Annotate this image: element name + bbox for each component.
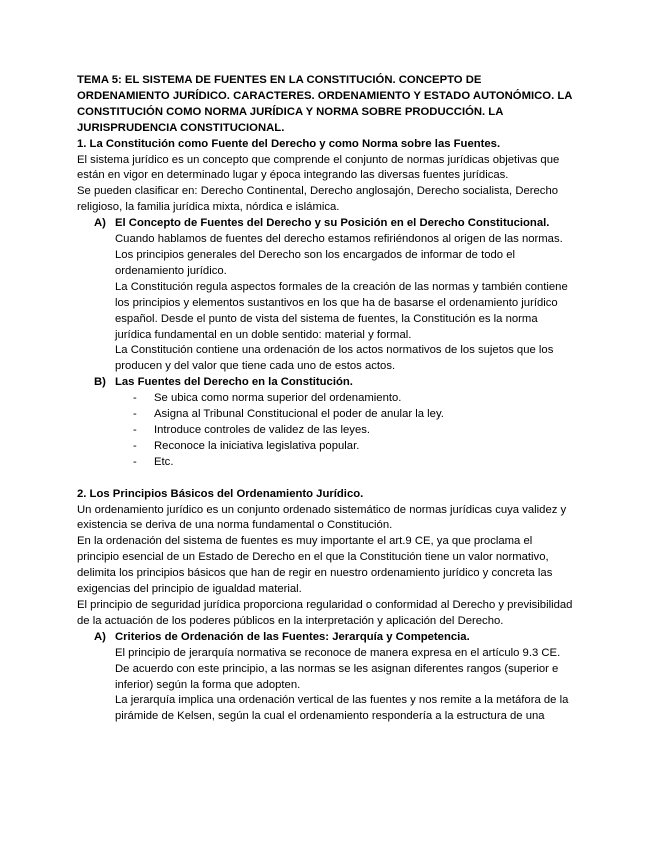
- subsection-1a-paragraph: Los principios generales del Derecho son los encargados de informar de todo el ordenamiento jurídico.: [115, 248, 516, 277]
- document-title: TEMA 5: EL SISTEMA DE FUENTES EN LA CONSTITUCIÓN. CONCEPTO DE ORDENAMIENTO JURÍDICO. CARACTERES. ORDENAMIENTO Y ESTADO AUTONÓMICO. LA CONSTITUCIÓN COMO NORMA JURÍDICA Y NORMA SOBRE PRODUCCIÓN. LA JURISPRUDENCIA CONSTITUCIONAL.: [77, 74, 573, 134]
- subsection-2a-paragraph: El principio de jerarquía normativa se reconoce de manera expresa en el artículo 9.3 CE. De acuerdo con este principio, a las normas se les asignan diferentes rangos (superior e inferior) según la forma que adopten.: [115, 646, 561, 691]
- list-item: [77, 423, 577, 439]
- list-item-text: Se ubica como norma superior del ordenamiento.: [154, 392, 402, 405]
- dash-list: [77, 391, 577, 471]
- subsection-marker: B): [94, 376, 106, 389]
- dash-marker: -: [133, 455, 137, 468]
- section-1-heading: 1. La Constitución como Fuente del Derecho y como Norma sobre las Fuentes.: [77, 137, 501, 150]
- section-2-paragraph: En la ordenación del sistema de fuentes es muy importante el art.9 CE, ya que proclama el principio esencial de un Estado de Derecho en el que la Constitución tiene un valor normativo, delimita los principios básicos que han de regir en nuestro ordenamiento jurídico y concreta las exigencias del principio de igualdad material.: [77, 535, 553, 596]
- dash-marker: -: [133, 439, 137, 452]
- list-item: [77, 439, 577, 455]
- subsection-1a-heading: [77, 216, 577, 232]
- subsection-title: El Concepto de Fuentes del Derecho y su Posición en el Derecho Constitucional.: [115, 217, 550, 230]
- list-item-text: Etc.: [154, 455, 174, 468]
- section-1-paragraph: El sistema jurídico es un concepto que comprende el conjunto de normas jurídicas objetivas que están en vigor en determinado lugar y época integrando las diversas fuentes jurídicas.: [77, 153, 560, 182]
- section-2-paragraph: Un ordenamiento jurídico es un conjunto ordenado sistemático de normas jurídicas cuya validez y existencia se deriva de una norma fundamental o Constitución.: [77, 503, 567, 532]
- list-item: [77, 407, 577, 423]
- document-body: [77, 73, 577, 725]
- subsection-2a-heading: [77, 630, 577, 646]
- dash-marker: -: [133, 408, 137, 421]
- list-item: [77, 391, 577, 407]
- section-1-paragraph: Se pueden clasificar en: Derecho Continental, Derecho anglosajón, Derecho socialista, Derecho religioso, la familia jurídica mixta, nórdica e islámica.: [77, 185, 559, 214]
- section-2-paragraph: El principio de seguridad jurídica proporciona regularidad o conformidad al Derecho y previsibilidad de la actuación de los poderes públicos en la interpretación y aplicación del Derecho.: [77, 599, 573, 627]
- subsection-1a-paragraph: La Constitución contiene una ordenación de los actos normativos de los sujetos que los producen y del valor que tiene cada uno de estos actos.: [115, 344, 554, 373]
- list-item-text: Reconoce la iniciativa legislativa popular.: [154, 439, 360, 452]
- dash-marker: -: [133, 392, 137, 405]
- subsection-2a-paragraph: La jerarquía implica una ordenación vertical de las fuentes y nos remite a la metáfora de la pirámide de Kelsen, según la cual el ordenamiento respondería a la estructura de una: [115, 694, 569, 723]
- dash-marker: -: [133, 423, 137, 436]
- list-item-text: Asigna al Tribunal Constitucional el poder de anular la ley.: [154, 408, 444, 421]
- subsection-marker: A): [94, 630, 106, 643]
- subsection-1a-paragraph: Cuando hablamos de fuentes del derecho estamos refiriéndonos al origen de las normas.: [115, 233, 563, 246]
- subsection-marker: A): [94, 217, 106, 230]
- subsection-title: Las Fuentes del Derecho en la Constitución.: [115, 376, 353, 389]
- subsection-title: Criterios de Ordenación de las Fuentes: Jerarquía y Competencia.: [115, 630, 470, 643]
- section-spacer: [77, 471, 577, 487]
- section-2-heading: 2. Los Principios Básicos del Ordenamiento Jurídico.: [77, 487, 364, 500]
- subsection-1b-heading: [77, 375, 577, 391]
- subsection-1a-paragraph: La Constitución regula aspectos formales de la creación de las normas y también contiene los principios y elementos sustantivos en los que ha de basarse el ordenamiento jurídico español. Desde el punto de vista del sistema de fuentes, la Constitución es la norma jurídica fundamental en un doble sentido: material y formal.: [115, 280, 568, 341]
- list-item-text: Introduce controles de validez de las leyes.: [154, 423, 371, 436]
- list-item: [77, 455, 577, 471]
